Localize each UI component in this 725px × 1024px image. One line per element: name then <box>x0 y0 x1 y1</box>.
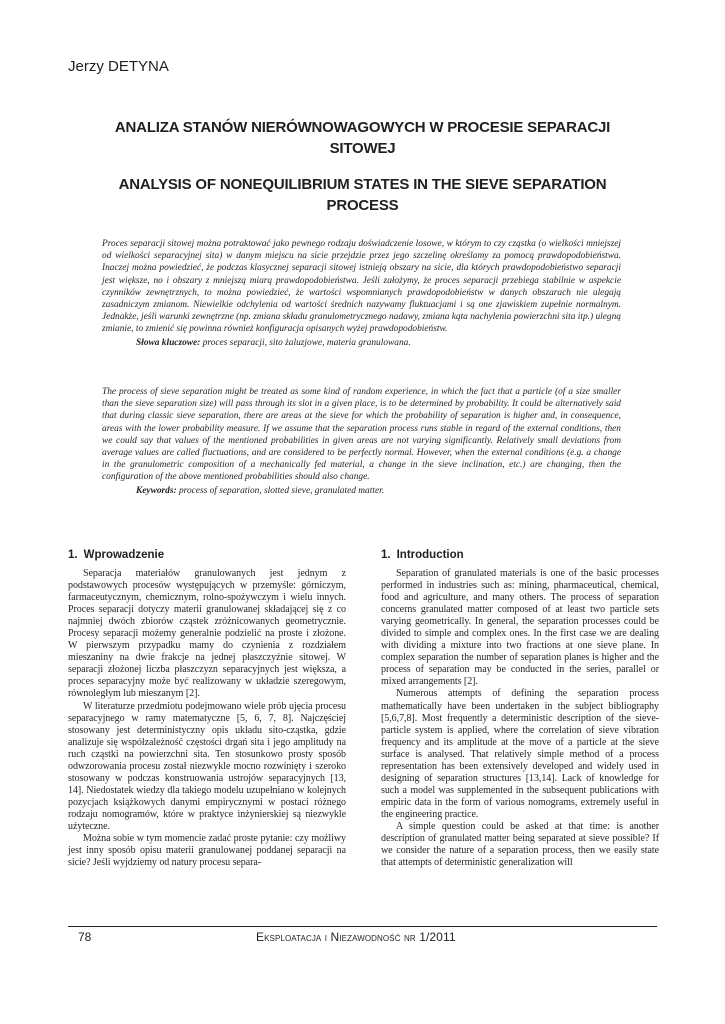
keywords-english-label: Keywords: <box>136 485 177 496</box>
journal-name: Eksploatacja i Niezawodność nr 1/2011 <box>256 930 456 944</box>
keywords-polish-label: Słowa kluczowe: <box>136 337 201 348</box>
section-heading-wprowadzenie <box>68 549 346 561</box>
section-number: 1. <box>68 549 78 561</box>
abstract-english-text: The process of sieve separation might be treated as some kind of random experience, in which the fact that a particle (of a size smaller than the sieve separation size) will pass through its slot in a given place, is to be determined by probability. It could be alternatively said that during classic sieve separation, there are areas at the sieve for which the probability of separation is higher and, in consequence, areas with the lower probability measure. If we assume that the separation process runs stable in regard of the external conditions, then we could say that values of the mentioned probabilities in given areas are not varying significantly. Relatively small deviations from average values are called fluctuations, and are considered to be perfectly normal. However, when the external conditions (e.g. a change in the granulometric composition of a mechanically fed material, a change in the sieve inclination, etc.) are changing, then the configuration of the above mentioned probabilities should also change. <box>102 387 621 483</box>
section-title: Introduction <box>396 549 464 561</box>
section-heading-introduction <box>381 549 659 561</box>
keywords-english-text: process of separation, slotted sieve, granulated matter. <box>178 485 385 496</box>
paragraph: Można sobie w tym momencie zadać proste pytanie: czy możliwy jest inny sposób opisu materii granulowanej poddanej separacji na sicie? Jeśli wyjdziemy od natury procesu separa- <box>68 833 346 869</box>
paragraph: A simple question could be asked at that time: is another description of granulated matter being separated at sieve possible? If we consider the nature of a separation process, then we easily state that attempts of deterministic generalization will <box>381 820 659 869</box>
keywords-polish-text: proces separacji, sito żaluzjowe, materia granulowana. <box>202 337 411 348</box>
paragraph: W literaturze przedmiotu podejmowano wiele prób ujęcia procesu separacyjnego w ramy matematyczne [5, 6, 7, 8]. Najczęściej stosowany jest deterministyczny opis układu sito-cząstka, gdzie analizuje się współzależność częstości drgań sita i jego amplitudy na ruch cząstki na powierzchni sita. Ten stosunkowo prosty sposób odwzorowania procesu został niezwykle mocno rozwinięty i szeroko stosowany w podczas konstruowania ustrojów separacyjnych [13, 14]. Niedostatek wiedzy dla takiego modelu uzupełniano w kolejnych pozycjach książkowych danymi empirycznymi w postaci różnego rodzaju nomogramów, które w praktyce inżynierskiej są niezwykle użyteczne. <box>68 700 346 832</box>
column-english <box>381 549 659 869</box>
footer-divider <box>68 926 657 927</box>
paragraph: Separation of granulated materials is one of the basic processes performed in industries such as: mining, pharmaceutical, chemical, food and agriculture, and many others. The process of separation concerns granulated matter composed of at least two particle sets varying geometrically. In general, the separation processes could be divided to simple and complex ones. In the first case we are dealing with dividing a mixture into two fractions at one sieve plane. In complex separation the number of separation planes is higher and the process of separation may be conducted in the series, parallel or mixed arrangements [2]. <box>381 568 659 688</box>
keywords-english <box>102 485 621 497</box>
abstract-english <box>102 386 621 497</box>
keywords-polish <box>102 337 621 349</box>
paragraph: Separacja materiałów granulowanych jest jednym z podstawowych procesów występujących w przemyśle: górniczym, farmaceutycznym, chemicznym, rolno-spożywczym i wielu innych. Proces separacji dotyczy materii granulowanej składającej się z co najmniej dwóch zbiorów cząstek zróżnicowanych geometrycznie. Procesy separacji możemy generalnie podzielić na proste i złożone. W pierwszym przypadku mamy do czynienia z rozdziałem mieszaniny na dwie frakcje na jednej płaszczyźnie sitowej. W separacji złożonej liczba płaszczyzn separacyjnych jest większa, a proces separacyjny może być realizowany w układzie szeregowym, równoległym lub mieszanym [2]. <box>68 568 346 700</box>
title-english: ANALYSIS OF NONEQUILIBRIUM STATES IN THE SIEVE SEPARATION PROCESS <box>118 176 607 214</box>
paragraph: Numerous attempts of defining the separation process mathematically have been undertaken in the subject bibliography [5,6,7,8]. Most frequently a deterministic description of the sieve-particle system is applied, where the correlation of sieve vibration frequency and its amplitude at the move of a particle at the sieve surface is analysed. That relatively simple method of a process representation has been extensively developed and widely used in designing of separation structures [13,14]. Lack of knowledge for such a model was supplemented in the subsequent publications with empiric data in the form of various nomograms, extremely useful in the engineering practice. <box>381 688 659 820</box>
section-number: 1. <box>381 549 391 561</box>
author-name: Jerzy DETYNA <box>68 58 169 75</box>
column-polish <box>68 549 346 869</box>
section-body-english <box>381 568 659 869</box>
abstract-polish <box>102 238 621 349</box>
title-polish: ANALIZA STANÓW NIERÓWNOWAGOWYCH W PROCESIE SEPARACJI SITOWEJ <box>114 119 611 157</box>
abstract-polish-text: Proces separacji sitowej można potraktować jako pewnego rodzaju doświadczenie losowe, w którym to czy cząstka (o wielkości mniejszej od wielkości separacyjnej sita) w danym miejscu na sicie przejdzie przez jego szczelinę określamy za pomocą prawdopodobieństwa. Inaczej można powiedzieć, że podczas klasycznej separacji sitowej istnieją obszary na sicie, dla których prawdopodobieństwo separacji jest większe, no i obszary z mniejszą miarą prawdopodobieństwa. Jeśli założymy, że proces separacji przebiega stabilnie w aspekcie czynników zewnętrznych, to można powiedzieć, że wartości wspomnianych prawdopodobieństw w danych obszarach nie ulegają zasadniczym zmianom. Niewielkie odchylenia od wartości średnich nazywamy fluktuacjami i są one zjawiskiem zupełnie normalnym. Jednakże, jeśli warunki zewnętrzne (np. zmiana składu granulometrycznego nadawy, zmiana kąta nachylenia powierzchni sita itp.) ulegną zmianie, to zmienić się powinna również konfiguracja opisanych wyżej prawdopodobieństw. <box>102 239 621 335</box>
section-title: Wprowadzenie <box>83 549 165 561</box>
page-number: 78 <box>78 930 92 944</box>
section-body-polish <box>68 568 346 869</box>
